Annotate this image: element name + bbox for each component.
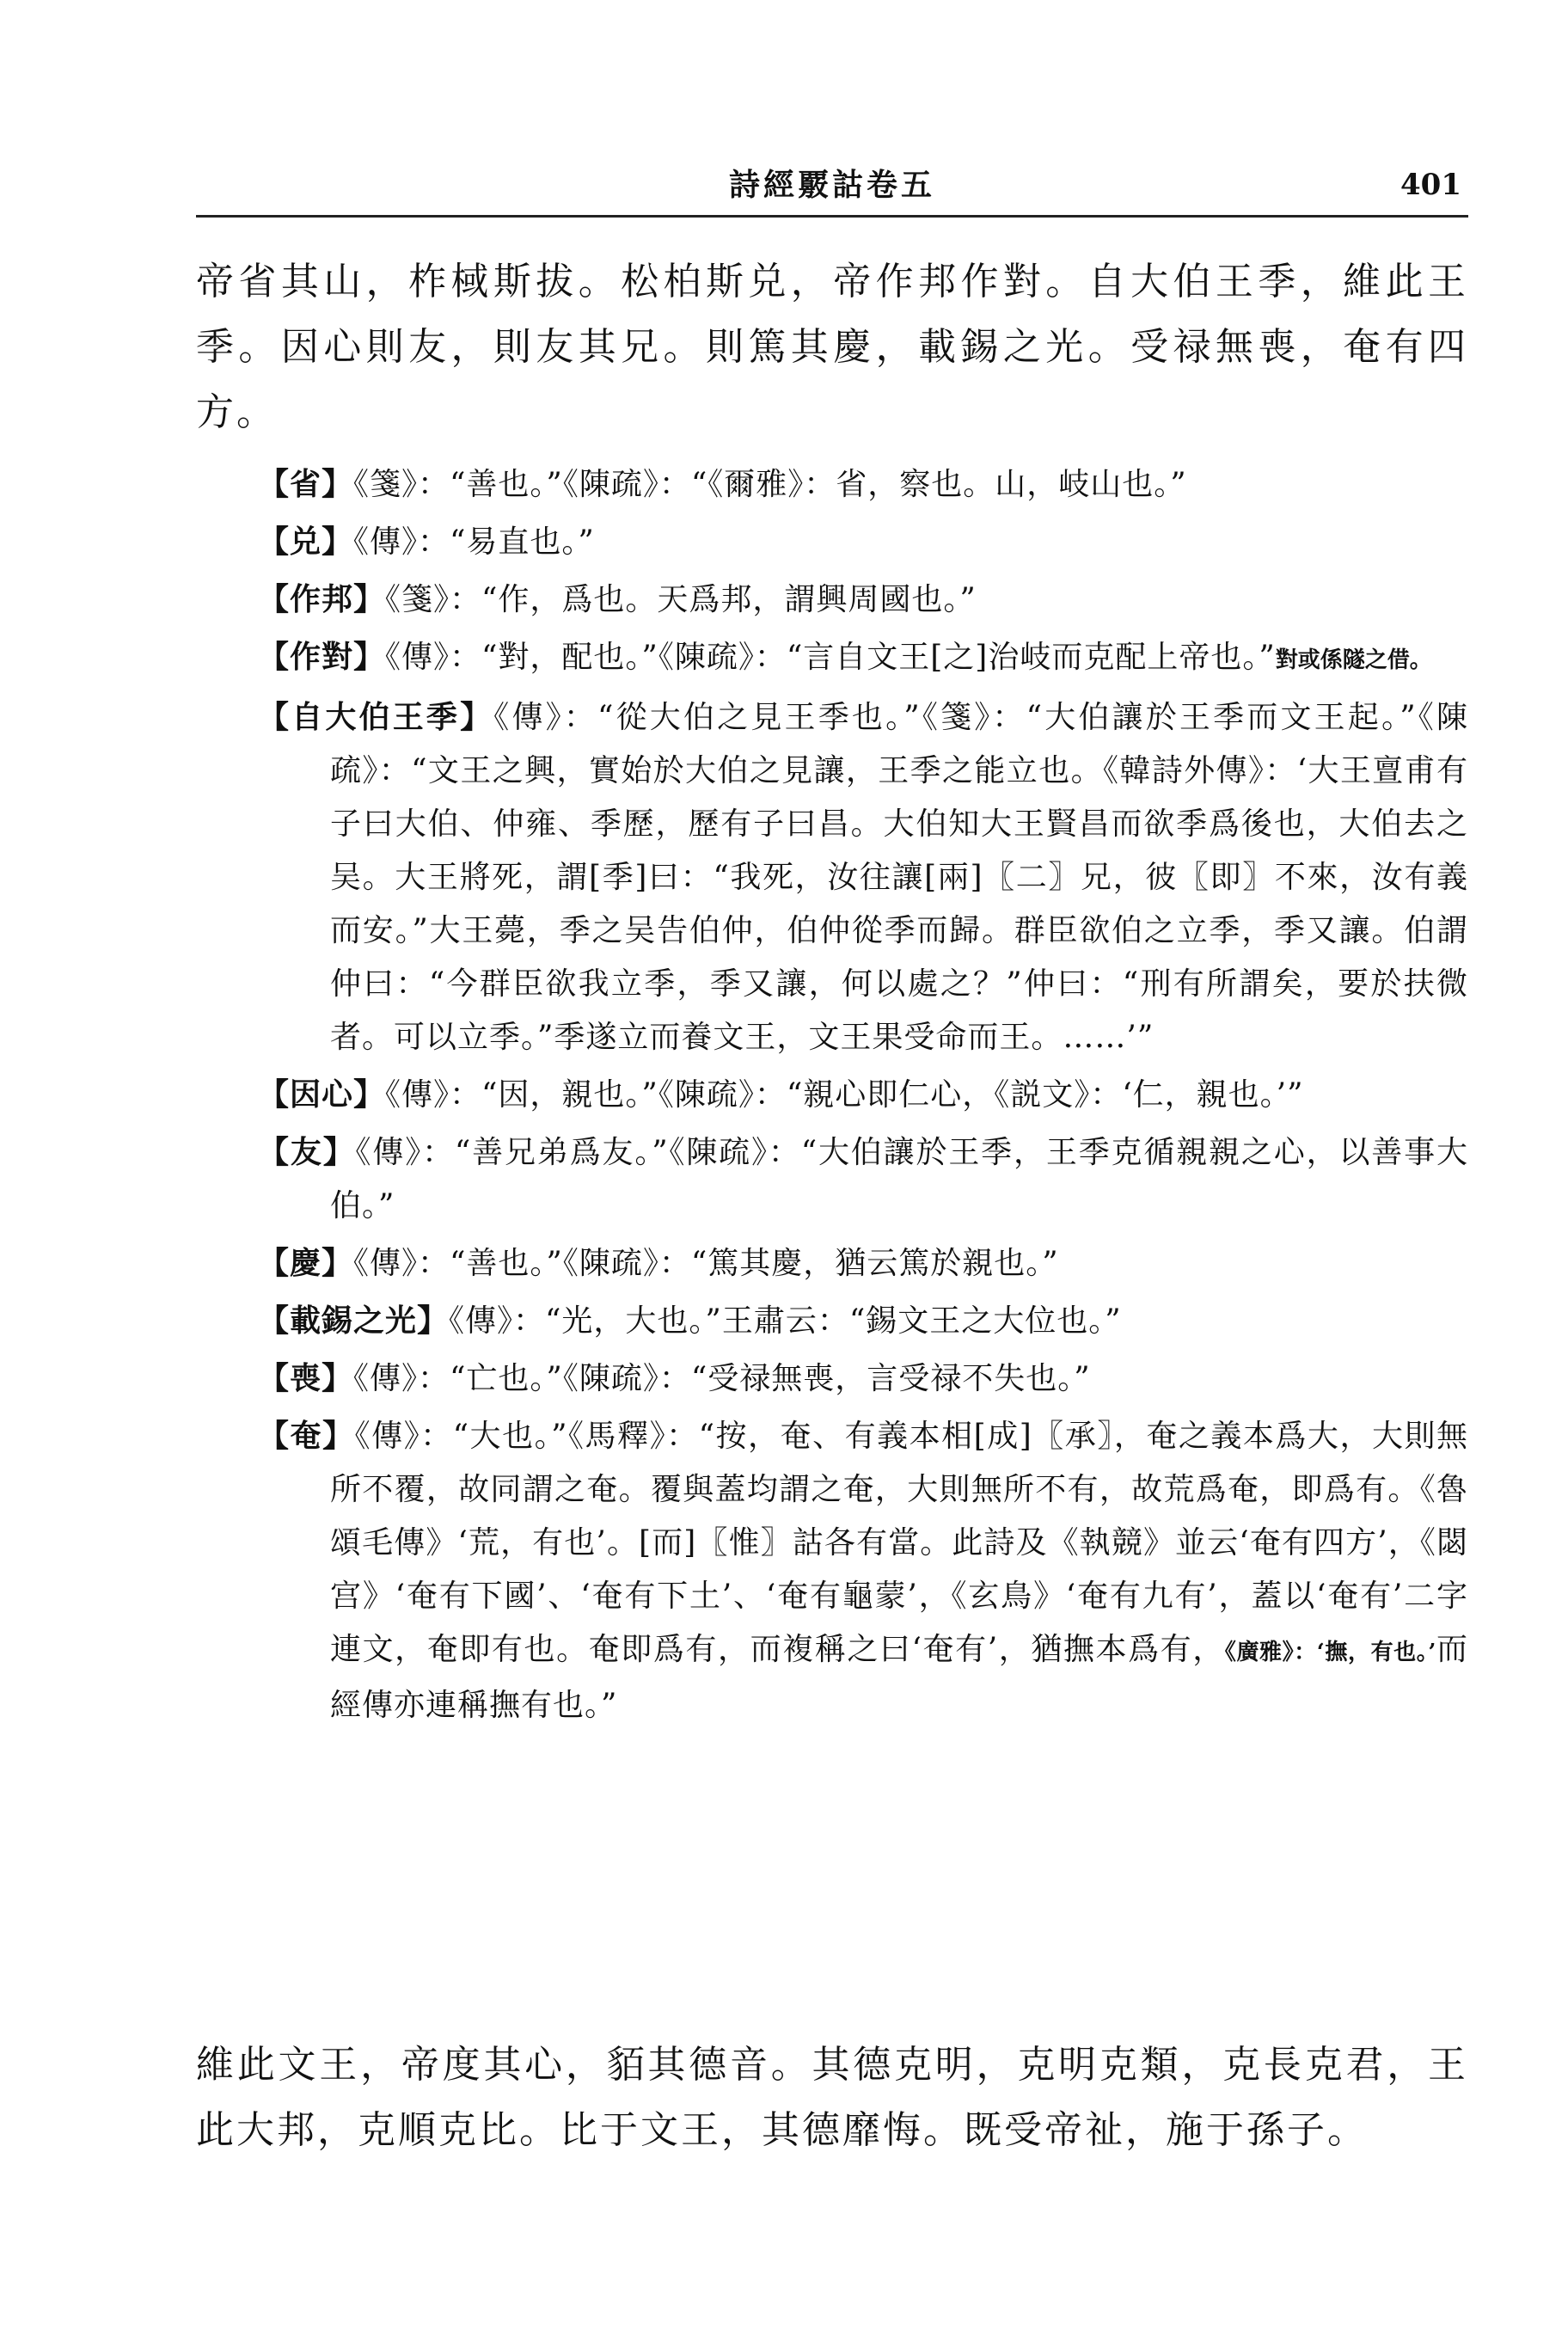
annotations <box>258 457 1468 1736</box>
annotation-term: 【自大伯王季】 <box>258 699 494 735</box>
annotation-text: 《箋》：“善也。”《陳疏》：“《爾雅》：省，察也。山，岐山也。” <box>353 467 1187 502</box>
annotation-term: 【慶】 <box>258 1245 354 1281</box>
header-title: 詩經覈詁卷五 <box>728 167 935 203</box>
poem-stanza-2: 維此文王，帝度其心，貊其德音。其德克明，克明克類，克長克君，王此大邦，克順克比。比于文王，其德靡悔。既受帝祉，施于孫子。 <box>196 2043 1468 2152</box>
annotation-text: 《傳》：“善兄弟爲友。”《陳疏》：“大伯讓於王季，王季克循親親之心，以善事大伯。” <box>330 1135 1468 1223</box>
annotation-term: 【省】 <box>258 466 354 502</box>
annotation-item <box>258 1125 1468 1233</box>
annotation-term: 【載錫之光】 <box>258 1303 450 1339</box>
annotation-item <box>258 515 1468 569</box>
annotation-small-note: 《廣雅》：‘撫，有也。’ <box>1224 1640 1436 1665</box>
annotation-item <box>258 1294 1468 1348</box>
annotation-term: 【作邦】 <box>258 581 386 617</box>
annotation-item <box>258 1068 1468 1122</box>
annotation-item <box>258 690 1468 1064</box>
annotation-text: 《傳》：“大也。”《馬釋》：“按，奄、有義本相[成]〖承〗，奄之義本爲大，大則無所不覆，故同謂之奄。覆與蓋均謂之奄，大則無所不有，故荒爲奄，即爲有。《魯頌毛傳》‘荒，有也’。[而]〖惟〗詁各有當。此詩及《執競》並云‘奄有四方’，《閟宫》‘奄有下國’、‘奄有下土’、‘奄有龜蒙’，《玄鳥》‘奄有九有’，蓋以‘奄有’二字連文，奄即有也。奄即爲有，而複稱之曰‘奄有’，猶撫本爲有， <box>330 1419 1468 1667</box>
annotation-text: 《傳》：“易直也。” <box>353 524 595 560</box>
annotation-item <box>258 1409 1468 1732</box>
poem-stanza-1: 帝省其山，柞棫斯拔。松柏斯兑，帝作邦作對。自大伯王季，維此王季。因心則友，則友其兄。則篤其慶，載錫之光。受禄無喪，奄有四方。 <box>196 260 1468 434</box>
running-head <box>196 159 1468 211</box>
annotation-small-note: 對或係隧之借。 <box>1275 647 1432 673</box>
annotation-text: 《傳》：“善也。”《陳疏》：“篤其慶，猶云篤於親也。” <box>353 1246 1059 1281</box>
header-rule <box>196 215 1468 218</box>
annotation-term: 【友】 <box>258 1134 356 1170</box>
annotation-item <box>258 1236 1468 1291</box>
annotation-text-tail: 而經傳亦連稱撫有也。” <box>330 1632 1468 1723</box>
annotation-text: 《箋》：“作，爲也。天爲邦，謂興周國也。” <box>385 582 977 617</box>
page-number: 401 <box>1400 168 1461 202</box>
annotation-item <box>258 573 1468 627</box>
annotation-text: 《傳》：“對，配也。”《陳疏》：“言自文王[之]治岐而克配上帝也。” <box>385 640 1276 675</box>
annotation-text: 《傳》：“從大伯之見王季也。”《箋》：“大伯讓於王季而文王起。”《陳疏》：“文王之興，實始於大伯之見讓，王季之能立也。《韓詩外傳》：‘大王亶甫有子曰大伯、仲雍、季歷，歷有子曰昌。大伯知大王賢昌而欲季爲後也，大伯去之吴。大王將死，謂[季]曰：“我死，汝往讓[兩]〖二〗兄，彼〖即〗不來，汝有義而安。”大王薨，季之吴告伯仲，伯仲從季而歸。群臣欲伯之立季，季又讓。伯謂仲曰：“今群臣欲我立季，季又讓，何以處之？”仲曰：“刑有所謂矣，要於扶微者。可以立季。”季遂立而養文王，文王果受命而王。……’” <box>330 700 1468 1055</box>
annotation-term: 【奄】 <box>258 1418 355 1454</box>
annotation-term: 【喪】 <box>258 1360 354 1396</box>
annotation-text: 《傳》：“因，親也。”《陳疏》：“親心即仁心，《説文》：‘仁，親也。’” <box>385 1077 1304 1113</box>
annotation-term: 【因心】 <box>258 1076 386 1113</box>
annotation-term: 【兑】 <box>258 524 354 560</box>
annotation-text: 《傳》：“亡也。”《陳疏》：“受禄無喪，言受禄不失也。” <box>353 1361 1091 1396</box>
annotation-item <box>258 457 1468 512</box>
annotation-item <box>258 630 1468 687</box>
annotation-text: 《傳》：“光，大也。”王肅云：“錫文王之大位也。” <box>449 1303 1122 1339</box>
annotation-item <box>258 1352 1468 1406</box>
annotation-term: 【作對】 <box>258 639 386 675</box>
